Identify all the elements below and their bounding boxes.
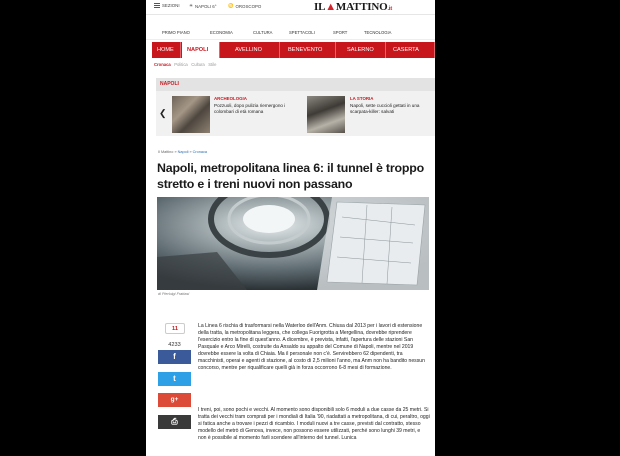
subnav-cultura[interactable]: Cultura [191,62,205,67]
breadcrumb [158,150,207,154]
prev-arrow-icon[interactable]: ❮ [159,108,167,118]
weather-label[interactable]: NAPOLI 6° [194,3,217,9]
horoscope-link[interactable] [228,3,261,9]
facebook-icon: f [173,352,176,361]
category-sport[interactable]: SPORT [333,30,348,35]
subnav-stile[interactable]: Stile [208,62,217,67]
category-economia[interactable]: ECONOMIA [210,30,233,35]
news-title-1[interactable]: Pozzuoli, dopo pulizia riemergono i colombari di età romana [214,103,286,115]
category-spettacoli[interactable]: SPETTACOLI [289,30,315,35]
googleplus-share-button[interactable] [158,393,191,407]
logo-part-mattino: MATTINO [335,1,388,13]
share-count: 4233 [168,342,181,348]
googleplus-icon: g+ [170,396,179,403]
logo-tld: .it [387,6,393,12]
photo-credit: di Pierluigi Frattasi [158,292,190,296]
top-bar [146,0,435,15]
news-thumb-1[interactable] [172,96,210,133]
category-menu [146,26,435,40]
sub-nav [154,62,216,67]
print-icon: ⎙ [171,417,178,426]
category-primo-piano[interactable]: PRIMO PIANO [162,30,190,35]
article-paragraph-2: I treni, poi, sono pochi e vecchi. Al momento sono disponibili solo 6 moduli a due casse da 25 metri. Si tratta dei vecchi tram comprati per i mondiali di Italia '90, riadattati a metropolitana, di cui, peraltro, oggi si fatica anche a trovare i pezzi di ricambio. I moduli nuovi a tre casse, previsti dal contratto, stesso modello del metrò di Genova, invece, non possono essere utilizzati, perché sono lunghi 39 metri, e non è possibile al momento farli scendere all'interno del tunnel. Lunica [198,407,430,441]
comment-count-bubble[interactable]: 11 [165,323,185,334]
article-page [146,0,435,456]
print-button[interactable] [158,415,191,429]
category-cultura[interactable]: CULTURA [253,30,273,35]
article-main-image[interactable] [157,197,429,290]
site-logo[interactable] [314,1,392,13]
tunnel-photo-icon [157,197,429,290]
subnav-cronaca[interactable]: Cronaca [154,62,171,67]
breadcrumb-home[interactable]: Il Mattino [158,150,174,154]
article-title: Napoli, metropolitana linea 6: il tunnel è troppo stretto e i treni nuovi non passano [157,161,424,191]
region-home[interactable]: HOME [152,42,181,58]
region-napoli[interactable]: NAPOLI [182,42,220,58]
region-caserta[interactable]: CASERTA [388,42,435,58]
logo-part-il: IL [314,1,326,13]
horoscope-label[interactable]: OROSCOPO [235,3,262,9]
region-nav [152,42,435,58]
sun-icon: ☀ [189,3,193,8]
twitter-share-button[interactable] [158,372,191,386]
news-kicker-2[interactable]: LA STORIA [350,96,374,101]
news-thumb-2[interactable] [307,96,345,133]
subnav-politica[interactable]: Politica [174,62,188,67]
sections-label[interactable]: SEZIONI [162,3,180,8]
napoli-box-header[interactable]: NAPOLI [156,78,435,91]
horoscope-icon: ♋ [228,3,234,8]
category-tecnologia[interactable]: TECNOLOGIA [364,30,392,35]
region-benevento[interactable]: BENEVENTO [283,42,336,58]
logo-mark-icon: ▲ [325,1,336,13]
sections-menu[interactable] [154,3,180,8]
article-paragraph-1: La Linea 6 rischia di trasformarsi nella Waterloo dell'Anm. Chiusa dal 2013 per i lavori di estensione della tratta, la metropolitana leggera, che collega Fuorigrotta a Mergellina, dovrebbe riprendere l'esercizio entro la fine di quest'anno. A dicembre, è prevista, infatti, l'apertura delle stazioni San Pasquale e Arco Mirelli, costruite da Ansaldo su appalto del Comune di Napoli, mentre nel 2019 dovrebbe essere la volta di Chiaia. Ma il personale non c'è. Servirebbero 62 dipendenti, tra macchinisti, operai e agenti di stazione, al costo di 2,5 milioni l'anno, ma Anm non ha bandito nessun concorso, mentre per riqualificare quelli già in forza occorrono 6-8 mesi di formazione. [198,323,425,371]
breadcrumb-sub[interactable]: Cronaca [192,150,208,154]
breadcrumb-section[interactable]: Napoli [177,150,189,154]
twitter-icon: t [173,374,176,383]
breadcrumb-sep-2: » [189,150,192,154]
region-avellino[interactable]: AVELLINO [230,42,280,58]
region-salerno[interactable]: SALERNO [342,42,386,58]
facebook-share-button[interactable] [158,350,191,364]
news-kicker-1[interactable]: ARCHEOLOGIA [214,96,247,101]
breadcrumb-sep: » [174,150,177,154]
weather-widget[interactable] [189,3,216,9]
hamburger-icon[interactable] [154,3,160,8]
napoli-news-box [156,78,435,136]
news-title-2[interactable]: Napoli, sette cuccioli gettati in una scarpata-killer: salvati [350,103,420,115]
